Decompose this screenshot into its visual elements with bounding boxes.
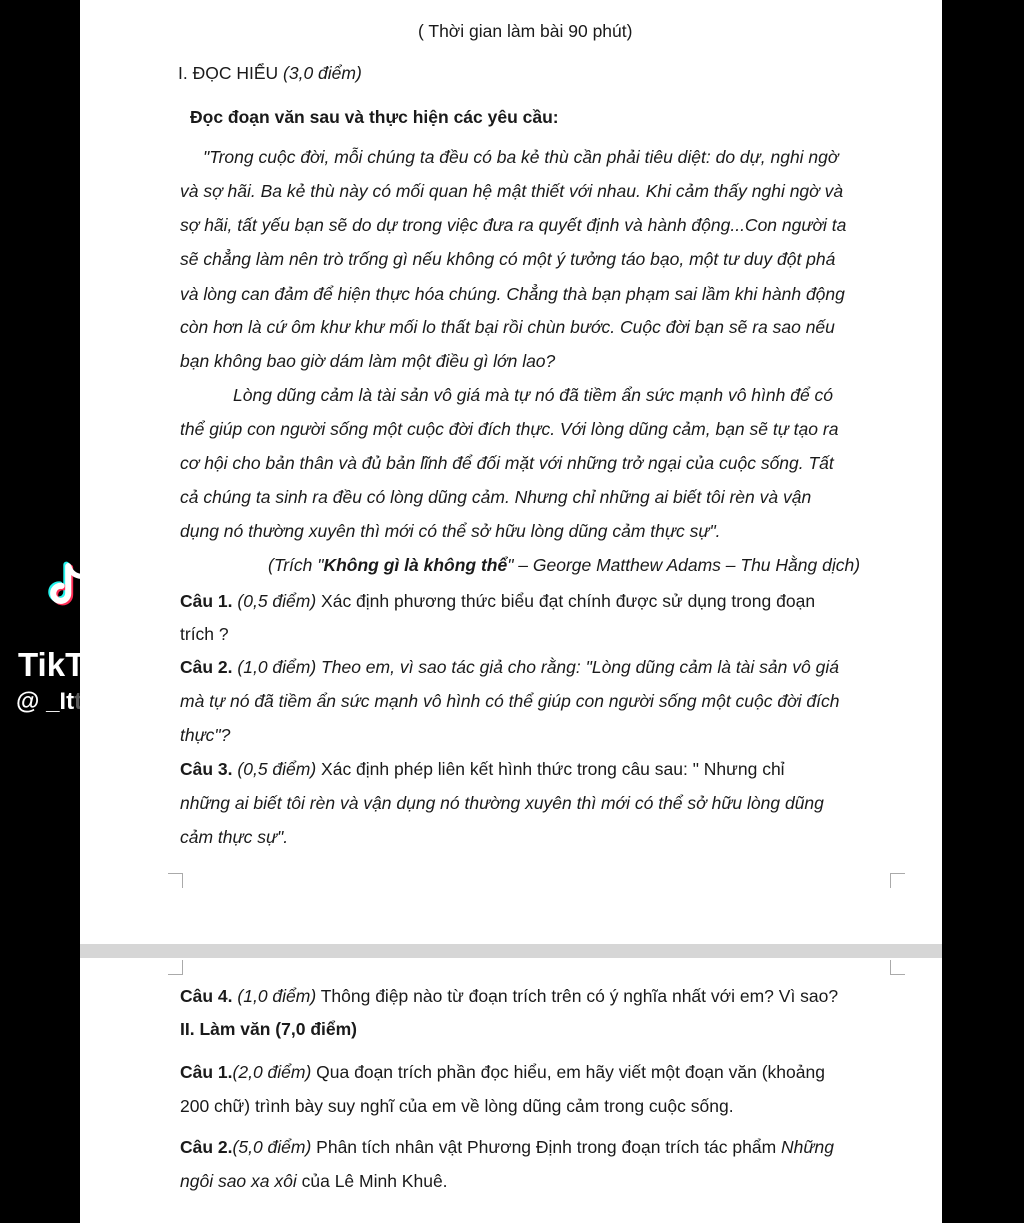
passage-line: sẽ chẳng làm nên trò trống gì nếu không có một ý tưởng táo bạo, một tư duy đột phá	[180, 249, 836, 269]
essay-2-cont: ngôi sao xa xôi của Lê Minh Khuê.	[180, 1171, 448, 1191]
passage-line: cả chúng ta sinh ra đều có lòng dũng cảm. Nhưng chỉ những ai biết tôi rèn và vận	[180, 487, 812, 507]
citation: (Trích "Không gì là không thể" – George Matthew Adams – Thu Hằng dịch)	[268, 555, 861, 575]
passage-line: Lòng dũng cảm là tài sản vô giá mà tự nó đã tiềm ẩn sức mạnh vô hình để có	[233, 385, 834, 405]
question-3-cont: cảm thực sự".	[180, 827, 289, 847]
passage-line: cơ hội cho bản thân và đủ bản lĩnh để đối mặt với những trở ngại của cuộc sống. Tất	[180, 453, 834, 473]
exam-duration: ( Thời gian làm bài 90 phút)	[418, 21, 633, 41]
passage-line: còn hơn là cứ ôm khư khư mối lo thất bại rồi chùn bước. Cuộc đời bạn sẽ ra sao nếu	[180, 317, 835, 337]
crop-mark	[168, 960, 183, 975]
essay-1-cont: 200 chữ) trình bày suy nghĩ của em về lòng dũng cảm trong cuộc sống.	[180, 1096, 734, 1116]
passage-line: và sợ hãi. Ba kẻ thù này có mối quan hệ mật thiết với nhau. Khi cảm thấy nghi ngờ và	[180, 181, 844, 201]
tiktok-brand: TikTok	[18, 646, 122, 683]
tiktok-username: @ _Itthien2	[16, 688, 145, 715]
section-1-title: I. ĐỌC HIỂU (3,0 điểm)	[178, 63, 362, 83]
essay-1: Câu 1.(2,0 điểm) Qua đoạn trích phần đọc hiểu, em hãy viết một đoạn văn (khoảng	[180, 1062, 825, 1082]
crop-mark	[168, 873, 183, 888]
instruction: Đọc đoạn văn sau và thực hiện các yêu cầu:	[190, 107, 559, 127]
crop-mark	[890, 873, 905, 888]
question-3-cont: những ai biết tôi rèn và vận dụng nó thường xuyên thì mới có thể sở hữu lòng dũng	[180, 793, 824, 813]
question-2-cont: mà tự nó đã tiềm ẩn sức mạnh vô hình có thể giúp con người sống một cuộc đời đích	[180, 691, 840, 711]
question-3: Câu 3. (0,5 điểm) Xác định phép liên kết hình thức trong câu sau: " Nhưng chỉ	[180, 759, 785, 779]
question-1-cont: trích ?	[180, 624, 229, 644]
tiktok-logo-icon	[40, 560, 120, 640]
section-2-title: II. Làm văn (7,0 điểm)	[180, 1019, 357, 1039]
passage-line: bạn không bao giờ dám làm một điều gì lớn lao?	[180, 351, 556, 371]
question-1: Câu 1. (0,5 điểm) Xác định phương thức biểu đạt chính được sử dụng trong đoạn	[180, 591, 816, 611]
crop-mark	[890, 960, 905, 975]
passage-line: thể giúp con người sống một cuộc đời đích thực. Với lòng dũng cảm, bạn sẽ tự tạo ra	[180, 419, 839, 439]
question-2-cont: thực"?	[180, 725, 231, 745]
passage-line: và lòng can đảm để hiện thực hóa chúng. Chẳng thà bạn phạm sai lầm khi hành động	[180, 284, 845, 304]
passage-line: "Trong cuộc đời, mỗi chúng ta đều có ba kẻ thù cần phải tiêu diệt: do dự, nghi ngờ	[203, 147, 839, 167]
page-break	[80, 944, 942, 958]
passage-line: dụng nó thường xuyên thì mới có thể sở hữu lòng dũng cảm thực sự".	[180, 521, 721, 541]
question-4: Câu 4. (1,0 điểm) Thông điệp nào từ đoạn trích trên có ý nghĩa nhất với em? Vì sao?	[180, 986, 839, 1006]
essay-2: Câu 2.(5,0 điểm) Phân tích nhân vật Phương Định trong đoạn trích tác phẩm Những	[180, 1137, 834, 1157]
passage-line: sợ hãi, tất yếu bạn sẽ do dự trong việc đưa ra quyết định và hành động...Con người ta	[180, 215, 847, 235]
question-2: Câu 2. (1,0 điểm) Theo em, vì sao tác giả cho rằng: "Lòng dũng cảm là tài sản vô giá	[180, 657, 839, 677]
